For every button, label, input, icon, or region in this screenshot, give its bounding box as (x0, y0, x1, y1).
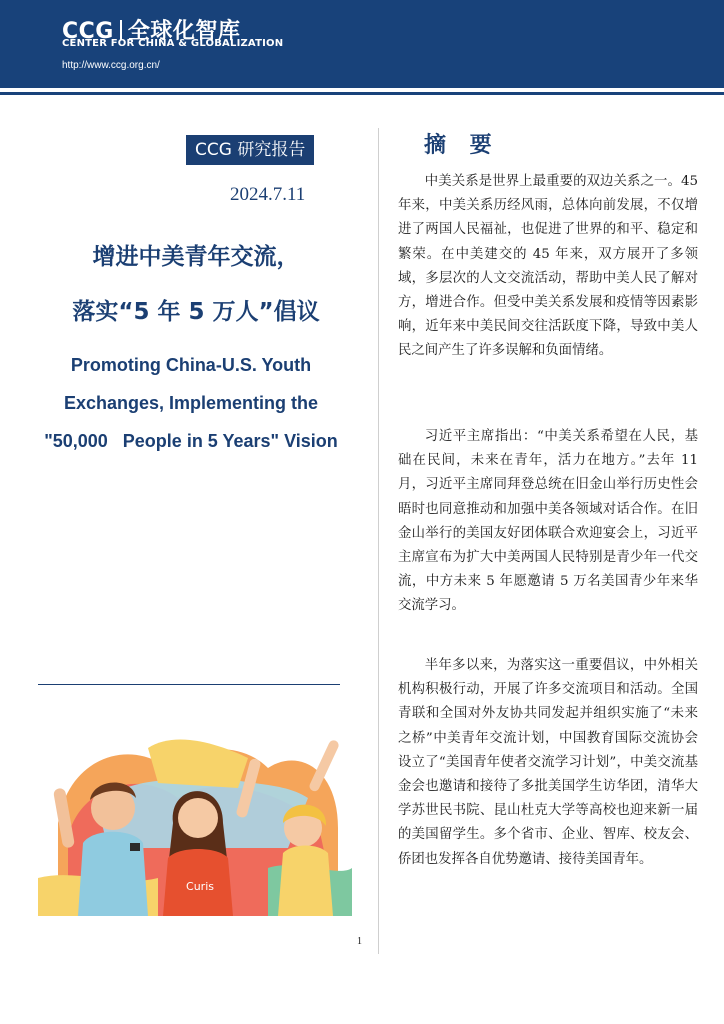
youth-illustration (38, 728, 352, 916)
website-url[interactable]: http://www.ccg.org.cn/ (62, 60, 160, 71)
column-divider (378, 128, 379, 954)
left-rule (38, 684, 340, 685)
header-banner (0, 0, 724, 88)
logo-ccg-text: CCG (62, 19, 114, 44)
shirt-text: Curis (186, 880, 214, 893)
abstract-paragraph-2: 习近平主席指出：“中美关系希望在人民，基础在民间，未来在青年，活力在地方。”去年 11 月，习近平主席同拜登总统在旧金山举行历史性会晤时也同意推动和加强中美各领域对话合作。在旧金山举行的美国友好团体联合欢迎宴会上，习近平主席宣布为扩大中美两国人民特别是青少年一代交流，中方未来 5 年愿邀请 5 万名美国青少年来华交流学习。 (398, 429, 698, 614)
report-tag: CCG 研究报告 (186, 135, 314, 165)
abstract-paragraph-3: 半年多以来，为落实这一重要倡议，中外相关机构积极行动，开展了许多交流项目和活动。全国青联和全国对外友协共同发起并组织实施了“未来之桥”中美青年交流计划，中国教育国际交流协会设立了“美国青年使者交流学习计划”，中美交流基金会也邀请和接待了多批美国学生访华团，清华大学苏世民书院、昆山杜克大学等高校也迎来新一届的美国留学生。多个省市、企业、智库、校友会、侨团也发挥各自优势邀请、接待美国青年。 (398, 658, 698, 867)
page-number: 1 (357, 936, 362, 947)
logo-subtitle: CENTER FOR CHINA & GLOBALIZATION (62, 38, 284, 49)
title-en-line-3: "50,000 People in 5 Years" Vision (44, 431, 338, 451)
title-en-line-1: Promoting China-U.S. Youth (70, 355, 312, 375)
logo-cn-text: 全球化智库 (127, 19, 241, 44)
header-underline (0, 92, 724, 95)
abstract-title: 摘 要 (424, 133, 500, 158)
logo-separator (120, 20, 122, 40)
title-cn-line-2: 落实“5 年 5 万人”倡议 (72, 299, 320, 325)
report-date: 2024.7.11 (230, 184, 306, 205)
title-cn-line-1: 增进中美青年交流， (92, 244, 300, 270)
title-en-line-2: Exchanges, Implementing the (63, 393, 319, 413)
abstract-paragraph-1: 中美关系是世界上最重要的双边关系之一。45 年来，中美关系历经风雨，总体向前发展，不仅增进了两国人民福祉，也促进了世界的和平、稳定和繁荣。在中美建交的 45 年来，双方展开了多领域，多层次的人文交流活动，帮助中美人民了解对方，增进合作。但受中美关系发展和疫情等因素影响，近年来中美民间交往活跃度下降，导致中美人民之间产生了许多误解和负面情绪。 (398, 174, 698, 359)
